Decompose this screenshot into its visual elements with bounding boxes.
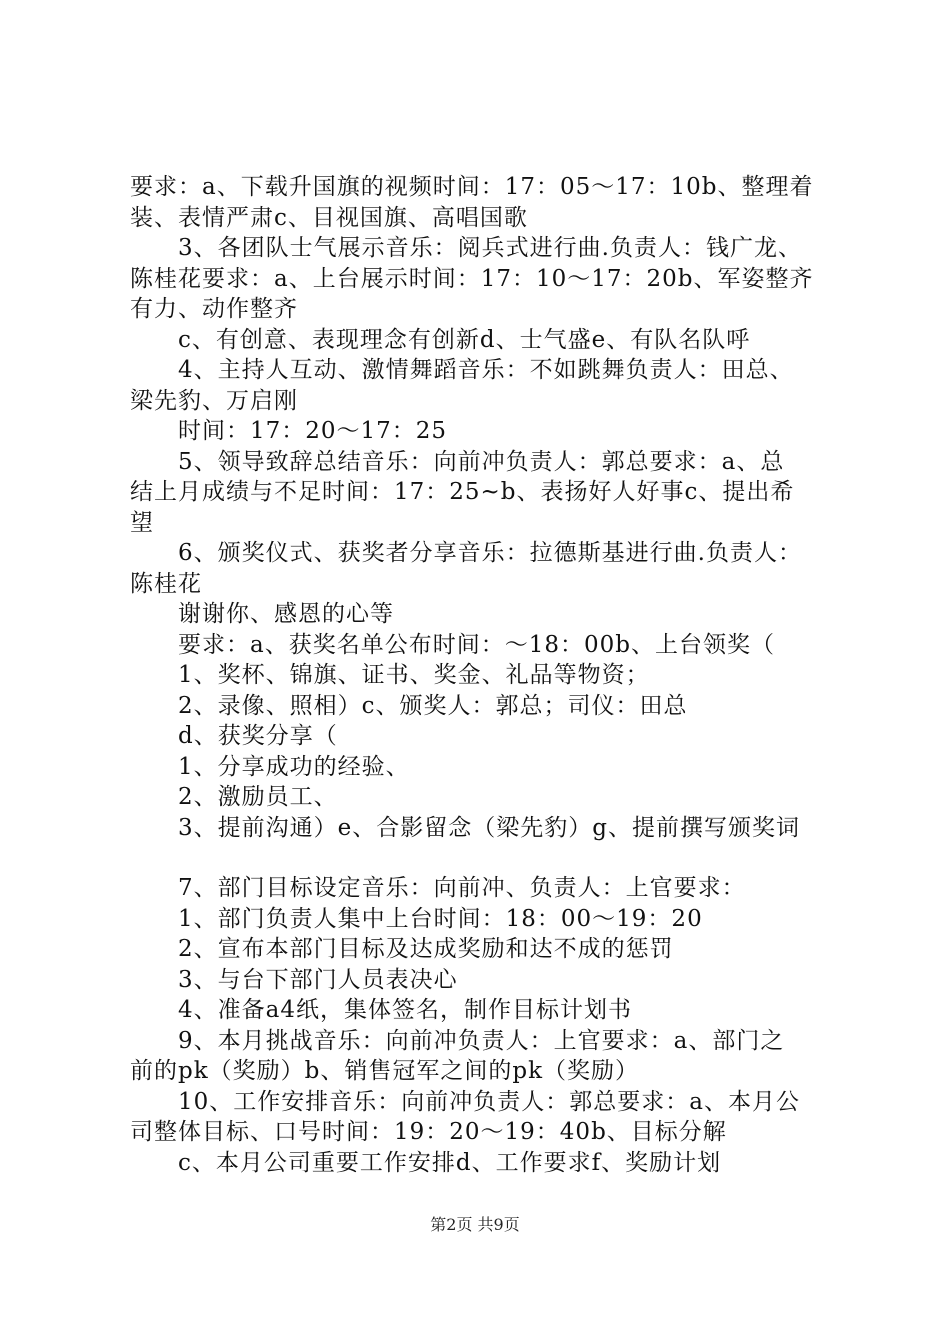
text-line: 2、激励员工、: [178, 784, 338, 810]
text-line: 1、部门负责人集中上台时间：18：00～19：20: [178, 905, 703, 932]
text-line: 谢谢你、感恩的心等: [178, 601, 394, 627]
text-line: c、本月公司重要工作安排d、工作要求f、奖励计划: [178, 1149, 722, 1176]
text-line: 4、准备a4纸，集体签名，制作目标计划书: [178, 997, 632, 1023]
text-line: 司整体目标、口号时间：19：20～19：40b、目标分解: [130, 1119, 727, 1145]
text-line: 结上月成绩与不足时间：17：25~b、表扬好人好事c、提出希: [130, 479, 795, 505]
text-line: 9、本月挑战音乐：向前冲负责人：上官要求：a、部门之: [178, 1027, 785, 1054]
text-line: d、获奖分享（: [178, 723, 338, 749]
text-line: 3、各团队士气展示音乐：阅兵式进行曲.负责人：钱广龙、: [178, 235, 802, 261]
paragraph-gap: [130, 843, 835, 873]
text-line: 7、部门目标设定音乐：向前冲、负责人：上官要求：: [178, 875, 746, 901]
text-line: 要求：a、下载升国旗的视频时间：17：05～17：10b、整理着: [130, 174, 814, 200]
document-body: [130, 172, 835, 1178]
text-line: 3、与台下部门人员表决心: [178, 966, 458, 993]
text-line: 时间：17：20～17：25: [178, 418, 448, 444]
page-number-footer: 第2页 共9页: [430, 1215, 520, 1234]
text-line: 2、录像、照相）c、颁奖人：郭总；司仪：田总: [178, 692, 688, 719]
text-line: 4、主持人互动、激情舞蹈音乐：不如跳舞负责人：田总、: [178, 357, 794, 383]
text-line: 前的pk（奖励）b、销售冠军之间的pk（奖励）: [130, 1058, 640, 1084]
text-line: 10、工作安排音乐：向前冲负责人：郭总要求：a、本月公: [178, 1088, 800, 1115]
text-line: 5、领导致辞总结音乐：向前冲负责人：郭总要求：a、总: [178, 448, 785, 475]
text-line: 装、表情严肃c、目视国旗、高唱国歌: [130, 204, 528, 231]
text-line: 有力、动作整齐: [130, 296, 298, 322]
text-line: 2、宣布本部门目标及达成奖励和达不成的惩罚: [178, 936, 674, 962]
text-line: c、有创意、表现理念有创新d、士气盛e、有队名队呼: [178, 326, 751, 353]
text-line: 陈桂花要求：a、上台展示时间：17：10～17：20b、军姿整齐: [130, 265, 814, 292]
text-line: 3、提前沟通）e、合影留念（梁先豹）g、提前撰写颁奖词: [178, 814, 800, 841]
text-line: 陈桂花: [130, 570, 202, 597]
text-line: 1、奖杯、锦旗、证书、奖金、礼品等物资；: [178, 662, 650, 688]
text-line: 1、分享成功的经验、: [178, 753, 410, 780]
text-line: 要求：a、获奖名单公布时间：～18：00b、上台领奖（: [178, 631, 775, 658]
text-line: 梁先豹、万启刚: [130, 387, 298, 414]
text-line: 6、颁奖仪式、获奖者分享音乐：拉德斯基进行曲.负责人：: [178, 540, 802, 566]
text-line: 望: [130, 509, 154, 536]
